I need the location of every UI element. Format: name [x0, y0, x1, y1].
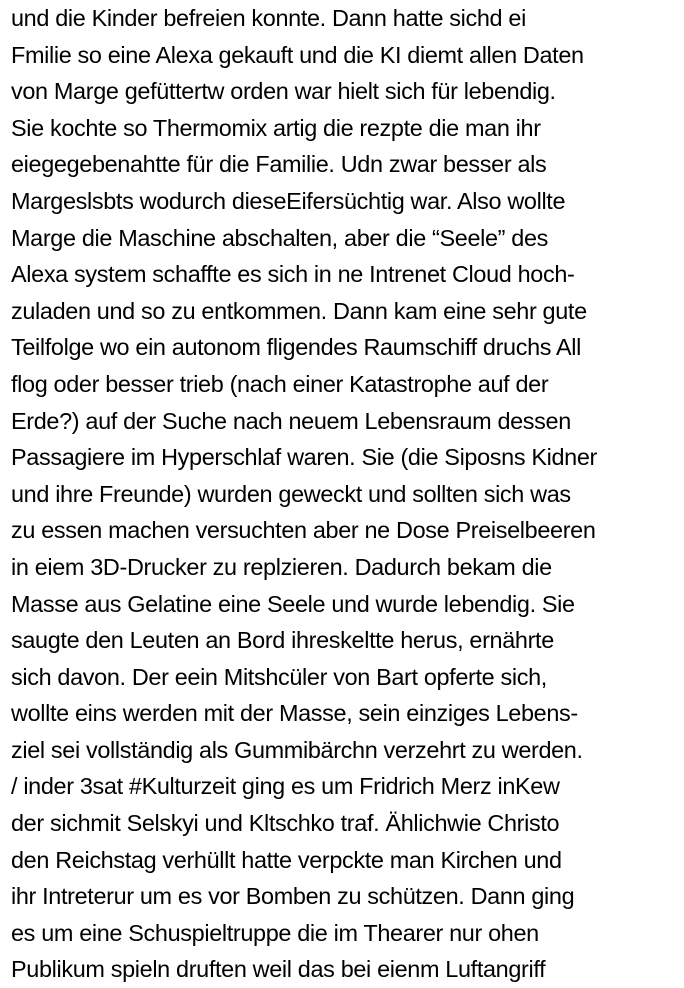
text-line: sich davon. Der eein Mitshcüler von Bart opferte sich,	[11, 663, 547, 690]
text-line: Fmilie so eine Alexa gekauft und die KI diemt allen Daten	[11, 41, 584, 68]
text-line: zu essen machen versuchten aber ne Dose Preiselbeeren	[11, 517, 596, 544]
text-line: Sie kochte so Thermomix artig die rezpte die man ihr	[11, 114, 541, 141]
text-line: den Reichstag verhüllt hatte verpckte man Kirchen und	[11, 846, 562, 873]
text-line: Teilfolge wo ein autonom fligendes Raumschiff druchs All	[11, 334, 582, 361]
text-line: und die Kinder befreien konnte. Dann hatte sichd ei	[11, 5, 526, 31]
text-line: ziel sei vollständig als Gummibärchn verzehrt zu werden.	[11, 736, 583, 763]
text-line: Margeslsbts wodurch dieseEifersüchtig war. Also wollte	[11, 187, 566, 214]
document-text-block	[11, 0, 681, 988]
text-line: wollte eins werden mit der Masse, sein einziges Lebens-	[11, 700, 578, 727]
text-line: ihr Intreterur um es vor Bomben zu schützen. Dann ging	[11, 883, 575, 910]
text-line: Masse aus Gelatine eine Seele und wurde lebendig. Sie	[11, 590, 575, 617]
text-line: Passagiere im Hyperschlaf waren. Sie (die Siposns Kidner	[11, 444, 598, 471]
text-line: der sichmit Selskyi und Kltschko traf. Ählichwie Christo	[11, 810, 560, 837]
text-line: / inder 3sat #Kulturzeit ging es um Fridrich Merz inKew	[11, 773, 560, 800]
text-line: von Marge gefüttertw orden war hielt sich für lebendig.	[11, 78, 556, 105]
text-line: Alexa system schaffte es sich in ne Intrenet Cloud hoch-	[11, 261, 575, 288]
text-line: es um eine Schuspieltruppe die im Thearer nur ohen	[11, 919, 539, 946]
text-line: flog oder besser trieb (nach einer Katastrophe auf der	[11, 370, 549, 397]
text-line: und ihre Freunde) wurden geweckt und sollten sich was	[11, 480, 571, 507]
text-line: eiegegebenahtte für die Familie. Udn zwar besser als	[11, 151, 547, 178]
text-line: in eiem 3D-Drucker zu replzieren. Dadurch bekam die	[11, 553, 552, 580]
text-line: Publikum spieln druften weil das bei eienm Luftangriff	[11, 956, 546, 983]
text-line: saugte den Leuten an Bord ihreskeltte herus, ernährte	[11, 627, 554, 654]
text-line: Marge die Maschine abschalten, aber die “Seele” des	[11, 224, 549, 251]
text-line: Erde?) auf der Suche nach neuem Lebensraum dessen	[11, 407, 571, 434]
text-line: zuladen und so zu entkommen. Dann kam eine sehr gute	[11, 297, 587, 324]
